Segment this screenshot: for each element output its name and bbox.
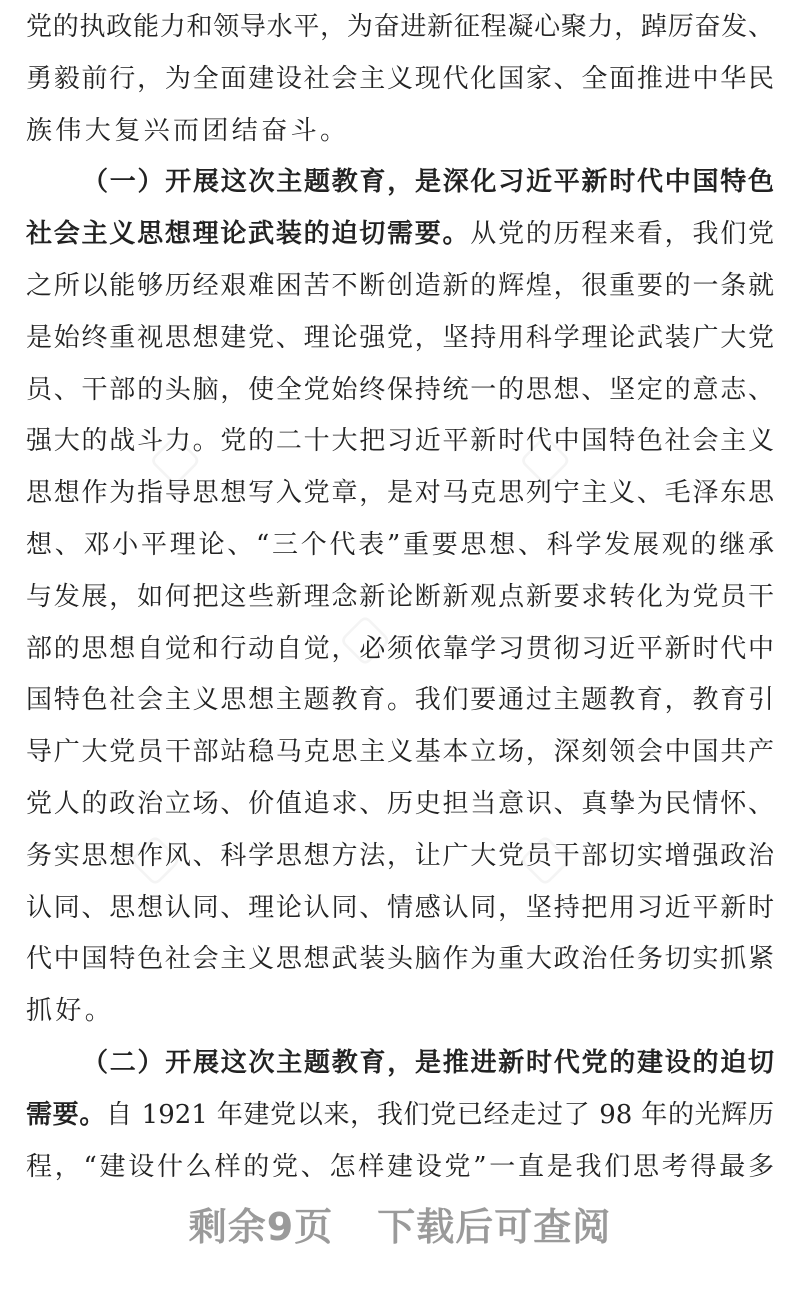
text-line: 之所以能够历经艰难困苦不断创造新的辉煌，很重要的一条就 bbox=[26, 270, 774, 301]
text-line: 抓好。 bbox=[26, 996, 115, 1027]
text-line: 强大的战斗力。党的二十大把习近平新时代中国特色社会主义 bbox=[26, 426, 774, 457]
text-line: 国特色社会主义思想主题教育。我们要通过主题教育，教育引 bbox=[26, 685, 774, 716]
text-line: 党人的政治立场、价值追求、历史担当意识、真挚为民情怀、 bbox=[26, 788, 774, 819]
text-line: 部的思想自觉和行动自觉，必须依靠学习贯彻习近平新时代中 bbox=[26, 633, 774, 664]
remaining-pages-label: 剩余9页 bbox=[188, 1205, 334, 1249]
document-page bbox=[26, 2, 774, 1193]
text-line: 想、邓小平理论、“三个代表”重要思想、科学发展观的继承 bbox=[26, 529, 774, 560]
text-line: 导广大党员干部站稳马克思主义基本立场，深刻领会中国共产 bbox=[26, 737, 774, 768]
text-line: 认同、思想认同、理论认同、情感认同，坚持把用习近平新时 bbox=[26, 892, 774, 923]
download-prompt[interactable] bbox=[0, 1196, 800, 1256]
text-line: 与发展，如何把这些新理念新论断新观点新要求转化为党员干 bbox=[26, 581, 774, 612]
text-line: 社会主义思想理论武装的迫切需要。从党的历程来看，我们党 bbox=[26, 219, 774, 250]
text-line: 代中国特色社会主义思想武装头脑作为重大政治任务切实抓紧 bbox=[26, 944, 774, 975]
text-line: 务实思想作风、科学思想方法，让广大党员干部切实增强政治 bbox=[26, 840, 774, 871]
download-to-view-label[interactable]: 下载后可查阅 bbox=[377, 1205, 612, 1249]
text-line: 党的执政能力和领导水平，为奋进新征程凝心聚力，踔厉奋发、 bbox=[26, 12, 774, 42]
text-line: 员、干部的头脑，使全党始终保持统一的思想、坚定的意志、 bbox=[26, 374, 774, 405]
text-line: 是始终重视思想建党、理论强党，坚持用科学理论武装广大党 bbox=[26, 322, 774, 353]
text-line: 勇毅前行，为全面建设社会主义现代化国家、全面推进中华民 bbox=[26, 63, 774, 94]
text-line: 程，“建设什么样的党、怎样建设党”一直是我们思考得最多 bbox=[26, 1151, 774, 1182]
section-heading-2: （二）开展这次主题教育，是推进新时代党的建设的迫切 bbox=[82, 1047, 774, 1078]
text-line: 族伟大复兴而团结奋斗。 bbox=[26, 115, 350, 146]
text-line: 需要。自 1921 年建党以来，我们党已经走过了 98 年的光辉历 bbox=[26, 1099, 774, 1130]
section-heading-1: （一）开展这次主题教育，是深化习近平新时代中国特色 bbox=[82, 167, 774, 198]
text-line: 思想作为指导思想写入党章，是对马克思列宁主义、毛泽东思 bbox=[26, 478, 774, 509]
